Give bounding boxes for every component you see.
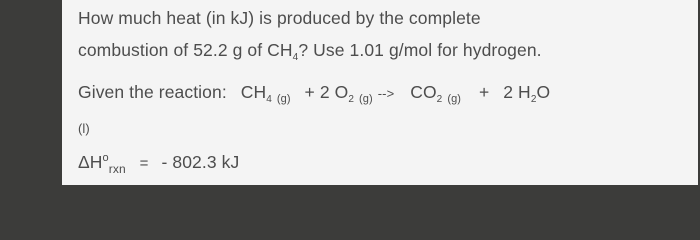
reactant-methane-state: (g) (276, 93, 291, 105)
product-co2-subscript: 2 (436, 94, 443, 105)
product-water: 2 H (503, 82, 531, 102)
product-water-state: (l) (78, 121, 90, 136)
reaction-arrow: --> (377, 86, 395, 101)
equals-sign: = (139, 155, 149, 172)
enthalpy-line (78, 152, 240, 176)
question-text-2-post: ? Use 1.01 g/mol for hydrogen. (298, 40, 542, 60)
product-water-post: O (536, 82, 551, 102)
product-co2-state: (g) (447, 93, 462, 105)
reactant-methane-subscript: 4 (266, 94, 272, 105)
methane-subscript: 4 (292, 52, 299, 63)
reaction-line (78, 82, 550, 103)
question-text-2-pre: combustion of 52.2 g of CH (78, 40, 293, 60)
question-text-1: How much heat (in kJ) is produced by the complete (78, 8, 481, 28)
reactant-oxygen-state: (g) (359, 93, 373, 105)
delta-h-symbol: ΔH (78, 152, 103, 172)
plus-sign-2: + (479, 82, 490, 102)
question-line-2 (78, 40, 542, 61)
reactant-methane: CH (240, 82, 267, 102)
rxn-subscript: rxn (108, 162, 126, 176)
reactant-oxygen: 2 O (319, 82, 349, 102)
water-state-line (78, 121, 90, 136)
enthalpy-value: - 802.3 kJ (161, 152, 240, 172)
degree-mark: o (102, 152, 109, 164)
plus-sign-1: + (304, 82, 315, 102)
question-card (62, 0, 698, 185)
product-co2: CO (410, 82, 437, 102)
reactant-oxygen-subscript: 2 (348, 94, 355, 105)
reaction-intro: Given the reaction: (78, 82, 227, 102)
question-line-1 (78, 8, 481, 29)
product-water-subscript: 2 (530, 94, 537, 105)
